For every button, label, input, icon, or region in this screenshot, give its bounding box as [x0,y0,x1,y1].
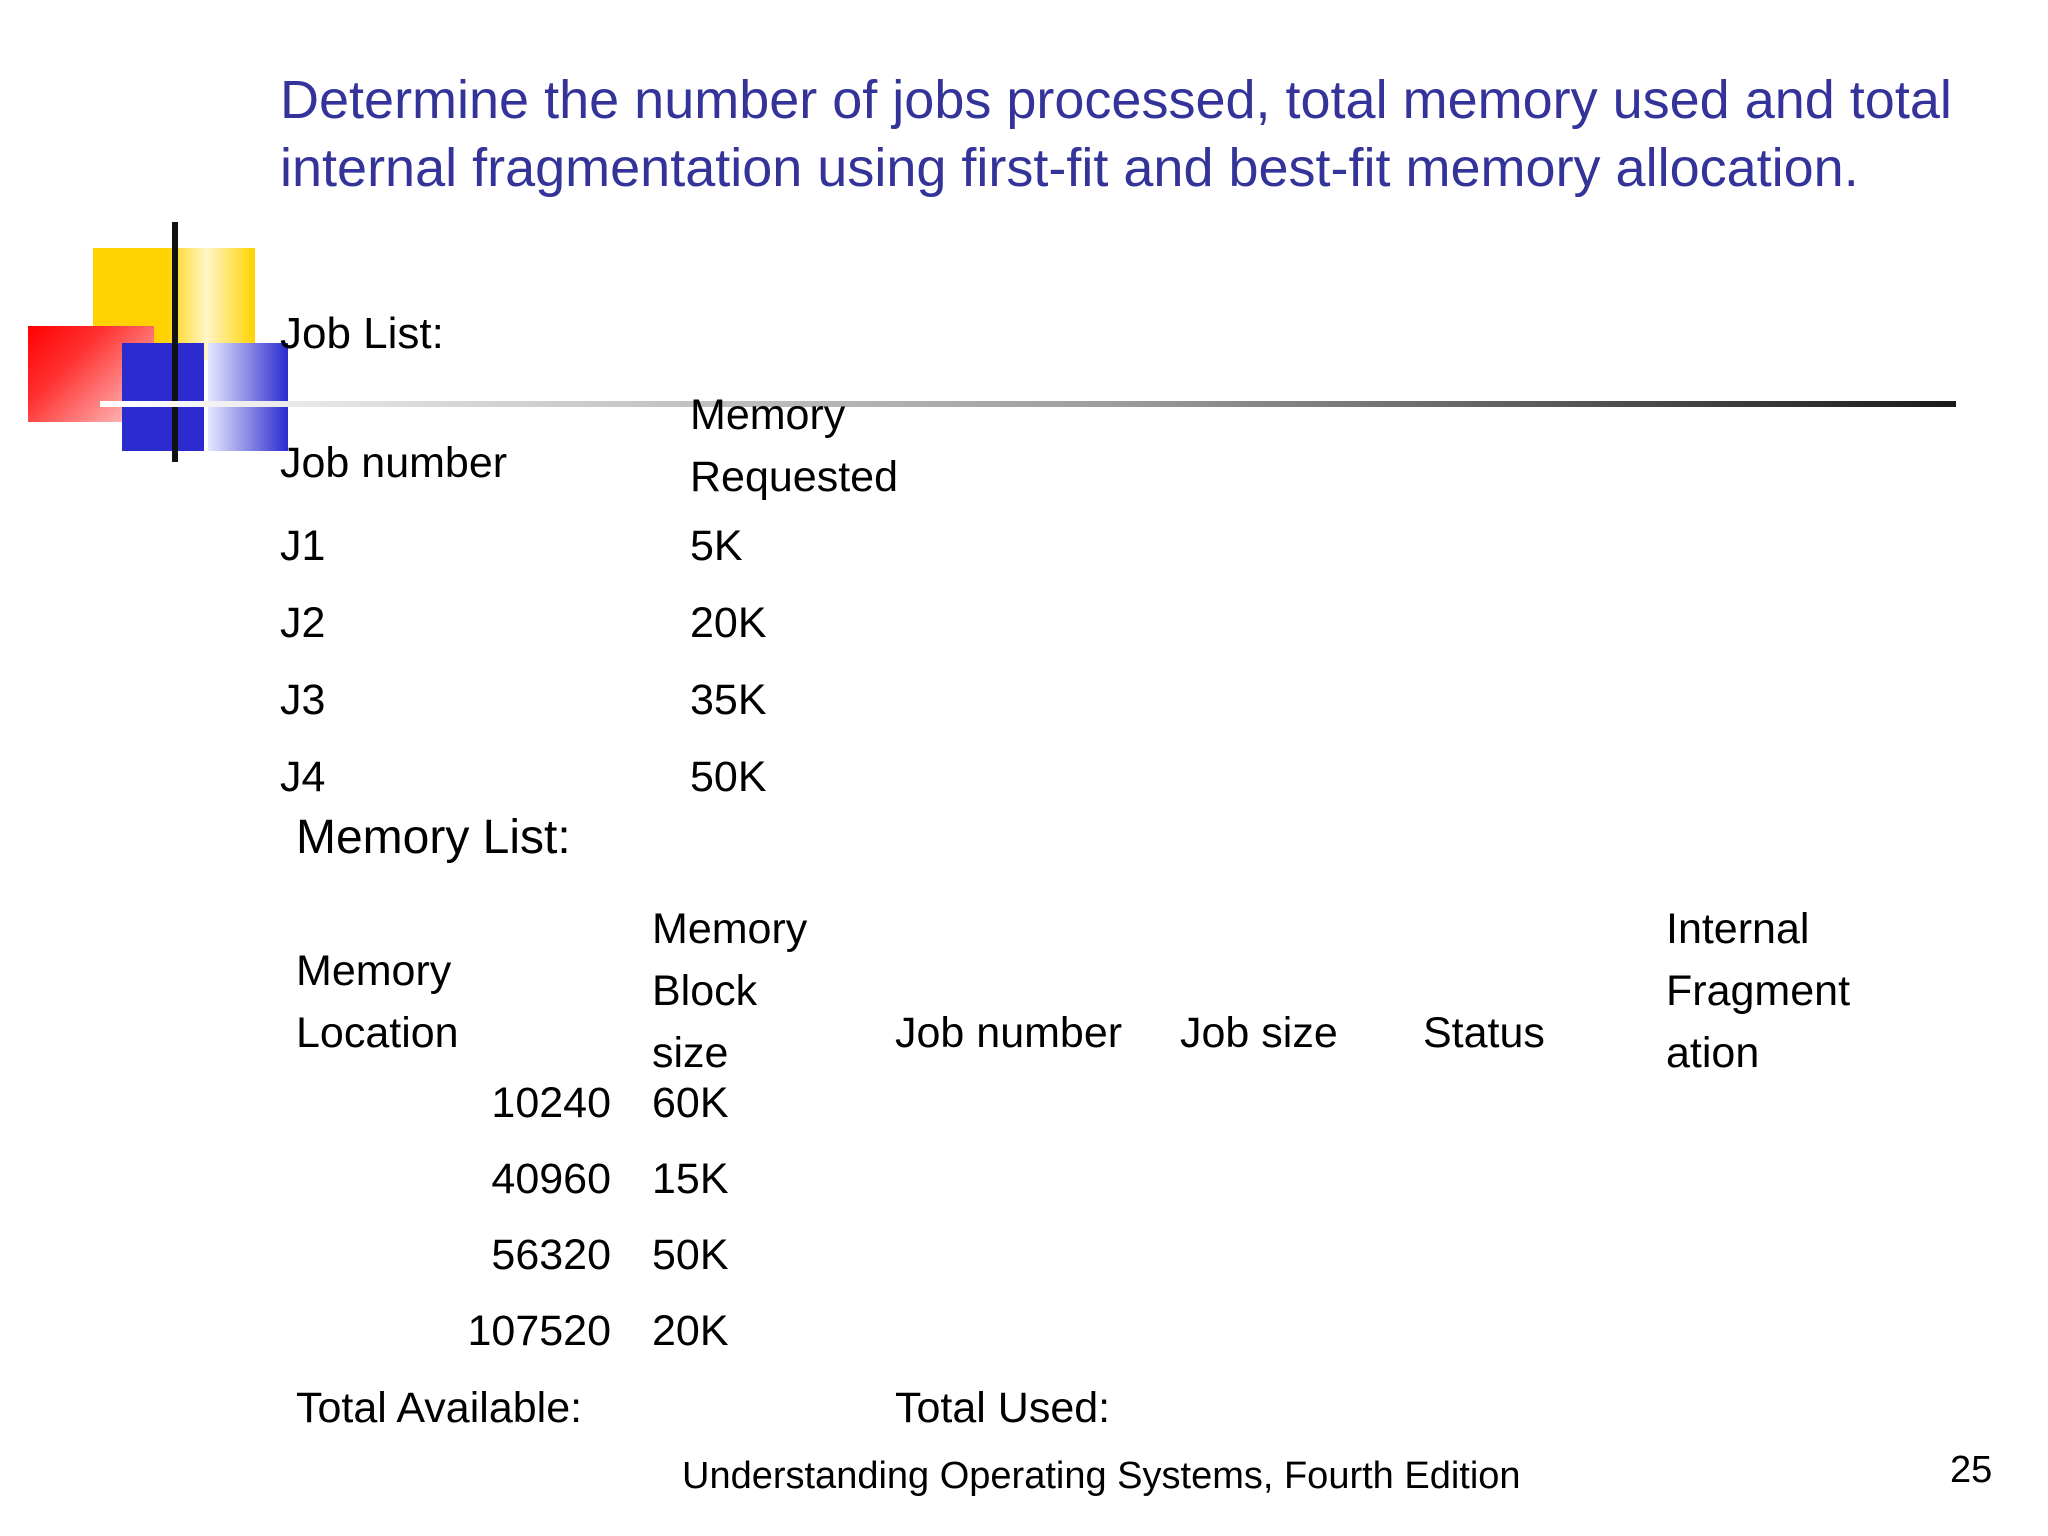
logo-vertical-line [172,222,178,462]
logo-blue-gradient-block [208,343,288,451]
memory-row-1-size: 60K [652,1079,729,1127]
job-list-row-4-job: J4 [280,753,326,801]
memory-list-label: Memory List: [296,811,571,864]
total-available-label: Total Available: [296,1384,583,1432]
memory-list-header-status: Status [1423,1009,1545,1057]
logo-blue-block [122,343,204,451]
footer-book-title: Understanding Operating Systems, Fourth Edition [682,1455,1521,1497]
memory-list-header-internal-fragmentation: Internal Fragment ation [1666,905,1851,1077]
memory-row-3-location: 56320 [491,1231,611,1279]
page-number: 25 [1950,1449,1993,1491]
job-list-row-3-job: J3 [280,676,326,724]
memory-list-header-block-size: Memory Block size [652,905,808,1077]
job-list-header-memory-requested: Memory Requested [690,391,898,501]
memory-row-3-size: 50K [652,1231,729,1279]
job-list-row-1-job: J1 [280,522,326,570]
memory-list-header-job-number: Job number [895,1009,1123,1057]
memory-row-2-size: 15K [652,1155,729,1203]
job-list-label: Job List: [280,309,444,358]
total-used-label: Total Used: [895,1384,1111,1432]
job-list-row-4-memory: 50K [690,753,767,801]
header-rule [100,401,1956,407]
memory-row-2-location: 40960 [491,1155,611,1203]
memory-row-1-location: 10240 [491,1079,611,1127]
memory-list-header-location: Memory Location [296,947,459,1057]
job-list-row-1-memory: 5K [690,522,743,570]
job-list-row-2-job: J2 [280,599,326,647]
memory-row-4-location: 107520 [467,1307,611,1355]
job-list-header-job-number: Job number [280,439,508,487]
job-list-row-3-memory: 35K [690,676,767,724]
job-list-row-2-memory: 20K [690,599,767,647]
slide-title: Determine the number of jobs processed, total memory used and total internal fragmentation using first-fit and best-fit memory allocation. [280,70,1952,198]
memory-row-4-size: 20K [652,1307,729,1355]
memory-list-header-job-size: Job size [1180,1009,1338,1057]
